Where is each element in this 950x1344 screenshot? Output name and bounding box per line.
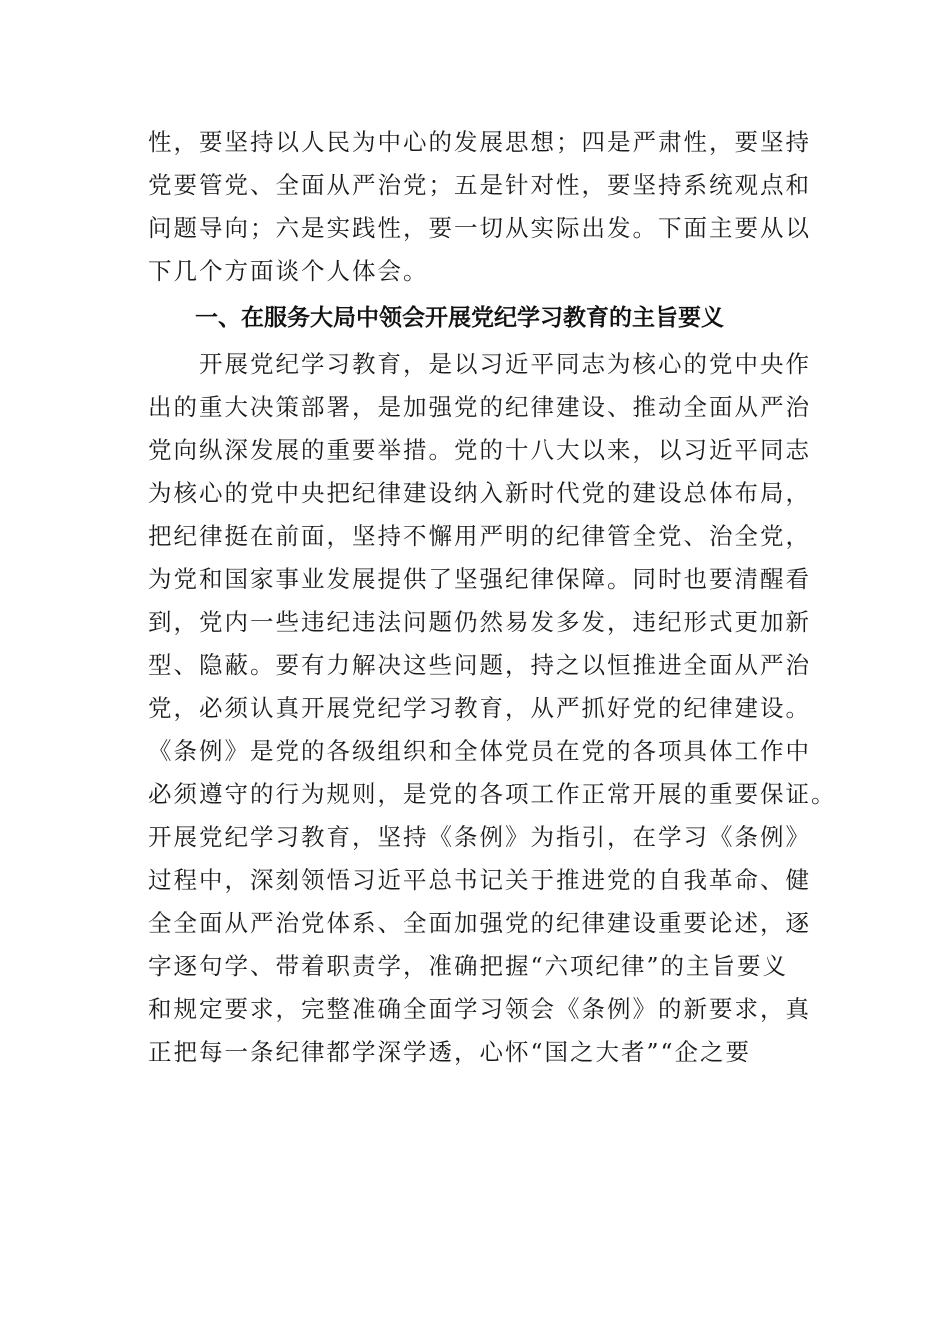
text-line: 开展党纪学习教育，坚持《条例》为指引，在学习《条例》 <box>148 823 811 851</box>
text-line: 党向纵深发展的重要举措。党的十八大以来，以习近平同志 <box>148 436 811 464</box>
text-line: 开展党纪学习教育，是以习近平同志为核心的党中央作 <box>148 350 811 378</box>
text-line: 过程中，深刻领悟习近平总书记关于推进党的自我革命、健 <box>148 866 811 894</box>
section-heading-text: 一、在服务大局中领会开展党纪学习教育的主旨要义 <box>195 305 724 331</box>
text-line: 下几个方面谈个人体会。 <box>148 257 429 285</box>
body-paragraph <box>148 343 837 1074</box>
text-line: 到，党内一些违纪违法问题仍然易发多发，违纪形式更加新 <box>148 608 811 636</box>
text-line: 为核心的党中央把纪律建设纳入新时代党的建设总体布局， <box>148 479 811 507</box>
text-line: 党要管党、全面从严治党；五是针对性，要坚持系统观点和 <box>148 171 811 199</box>
text-line: 把纪律挺在前面，坚持不懈用严明的纪律管全党、治全党， <box>148 522 811 550</box>
text-line: 全全面从严治党体系、全面加强党的纪律建设重要论述，逐 <box>148 909 811 937</box>
text-line: 必须遵守的行为规则，是党的各项工作正常开展的重要保证。 <box>148 780 837 808</box>
text-line: 《条例》是党的各级组织和全体党员在党的各项具体工作中 <box>148 737 811 765</box>
text-line: 出的重大决策部署，是加强党的纪律建设、推动全面从严治 <box>148 393 811 421</box>
intro-paragraph <box>148 121 811 293</box>
text-line: 正把每一条纪律都学深学透，心怀“国之大者”“企之要 <box>148 1038 752 1066</box>
text-line: 和规定要求，完整准确全面学习领会《条例》的新要求，真 <box>148 995 811 1023</box>
text-line: 性，要坚持以人民为中心的发展思想；四是严肃性，要坚持 <box>148 128 811 156</box>
text-line: 字逐句学、带着职责学，准确把握“六项纪律”的主旨要义 <box>148 952 789 980</box>
section-heading <box>148 297 808 340</box>
text-line: 为党和国家事业发展提供了坚强纪律保障。同时也要清醒看 <box>148 565 811 593</box>
text-line: 型、隐蔽。要有力解决这些问题，持之以恒推进全面从严治 <box>148 651 811 679</box>
text-line: 党，必须认真开展党纪学习教育，从严抓好党的纪律建设。 <box>148 694 811 722</box>
text-line: 问题导向；六是实践性，要一切从实际出发。下面主要从以 <box>148 214 811 242</box>
